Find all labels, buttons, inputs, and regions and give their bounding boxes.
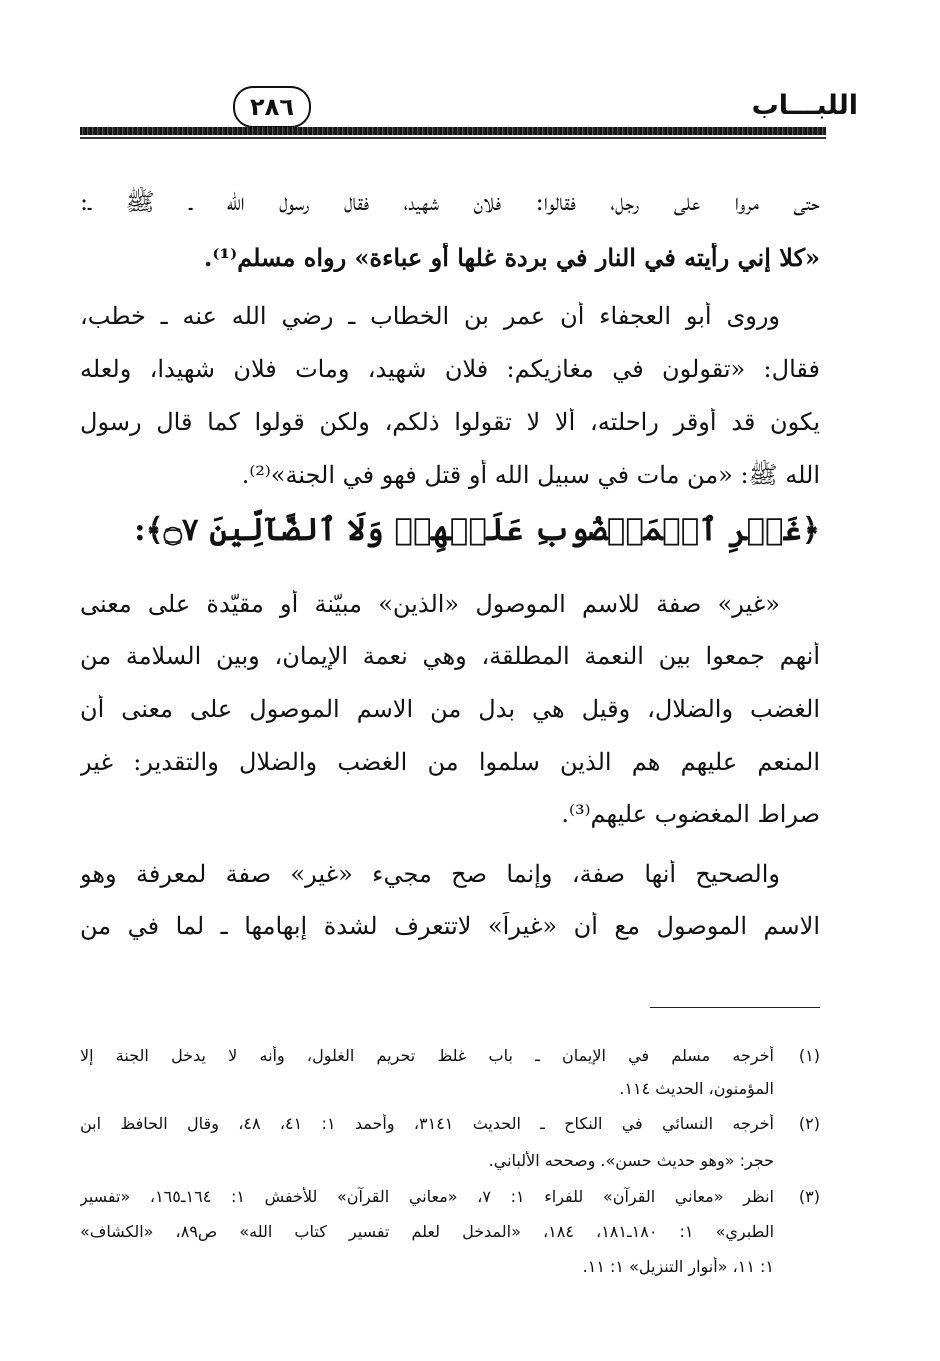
running-head-title: اللبـــاب xyxy=(751,90,858,121)
footnote-2 xyxy=(80,1114,820,1138)
footnote-text: الطبري» ١: ١٨٠ـ١٨١، ١٨٤، «المدخل لعلم تفسير كتاب الله» ص٨٩، «الكشاف» xyxy=(80,1222,775,1241)
footnote-text: حجر: «وهو حديث حسن». وصححه الألباني. xyxy=(488,1151,774,1170)
footnote-number: (٣) xyxy=(798,1187,820,1206)
body-line: أنهم جمعوا بين النعمة المطلقة، وهي نعمة الإيمان، وبين السلامة من xyxy=(80,642,820,670)
body-line: فقال: «تقولون في مغازيكم: فلان شهيد، ومات فلان شهيدا، ولعله xyxy=(80,355,820,383)
footnote-number: (٢) xyxy=(798,1114,820,1133)
footnote-3-cont xyxy=(80,1222,820,1246)
body-line: وروى أبو العجفاء أن عمر بن الخطاب ـ رضي الله عنه ـ خطب، xyxy=(80,302,780,330)
footnote-text: ١: ١١، «أنوار التنزيل» ١: ١١. xyxy=(582,1257,774,1276)
footnote-number: (١) xyxy=(798,1046,820,1065)
page-number-badge: ٢٨٦ xyxy=(233,86,311,128)
body-line: «غير» صفة للاسم الموصول «الذين» مبيّنة أو مقيّدة على معنى xyxy=(80,590,780,618)
body-line: حتى مروا على رجل، فقالوا: فلان شهيد، فقال رسول الله ـ ﷺ ـ: xyxy=(80,188,820,216)
header-rule-thin xyxy=(80,137,826,139)
footnote-2-cont xyxy=(80,1151,820,1175)
body-line: والصحيح أنها صفة، وإنما صح مجيء «غير» صفة لمعرفة وهو xyxy=(80,860,780,888)
footnote-separator xyxy=(650,1007,820,1008)
footnote-text: أخرجه مسلم في الإيمان ـ باب غلظ تحريم الغلول، وأنه لا يدخل الجنة إلا xyxy=(80,1046,774,1065)
footnote-1-cont xyxy=(80,1079,820,1103)
footnote-text: أخرجه النسائي في النكاح ـ الحديث ٣١٤١، وأحمد ١: ٤١، ٤٨، وقال الحافظ ابن xyxy=(80,1114,775,1133)
footnote-text: انظر «معاني القرآن» للفراء ١: ٧، «معاني القرآن» للأخفش ١: ١٦٤ـ١٦٥، «تفسير xyxy=(80,1187,775,1206)
body-line: «كلا إني رأيته في النار في بردة غلها أو عباءة» رواه مسلم⁽¹⁾. xyxy=(204,243,820,272)
body-line: الله ﷺ: «من مات في سبيل الله أو قتل فهو في الجنة»⁽²⁾. xyxy=(241,461,820,489)
body-line: صراط المغضوب عليهم⁽³⁾. xyxy=(561,800,820,828)
footnote-1 xyxy=(80,1046,820,1070)
footnote-3-cont xyxy=(80,1257,820,1281)
body-line: يكون قد أوقر راحلته، ألا لا تقولوا ذلكم، ولكن قولوا كما قال رسول xyxy=(80,408,820,436)
quran-verse: ﴿غَيۡرِ ٱلۡمَغۡضُوبِ عَلَيۡهِمۡ وَلَا ٱلضَّآلِّينَ ۝٧﴾: xyxy=(134,512,820,548)
header-rule xyxy=(80,127,826,135)
body-line: الغضب والضلال، وقيل هي بدل من الاسم الموصول على معنى أن xyxy=(80,695,820,723)
footnote-text: المؤمنون، الحديث ١١٤. xyxy=(619,1079,774,1098)
footnote-3 xyxy=(80,1187,820,1211)
body-line: الاسم الموصول مع أن «غيراً» لاتتعرف لشدة إبهامها ـ لما في من xyxy=(80,912,820,940)
body-line: المنعم عليهم هم الذين سلموا من الغضب والضلال والتقدير: غير xyxy=(80,748,820,776)
